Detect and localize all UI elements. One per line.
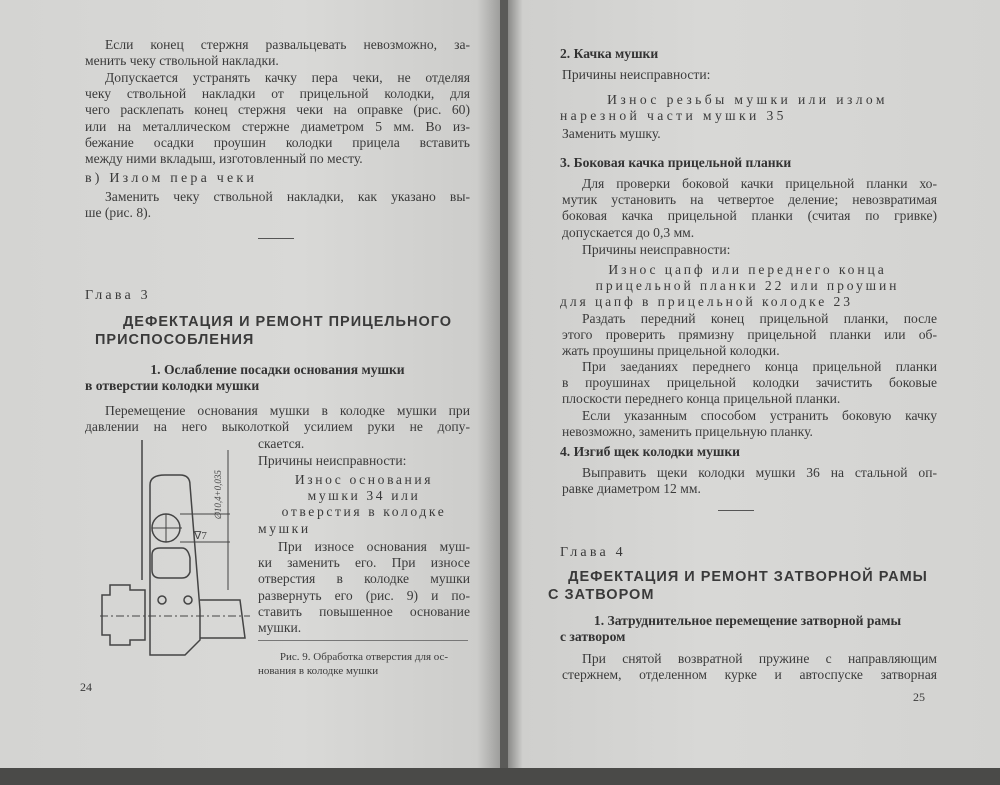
dimension-label: ∅10,4+0,035 [213, 470, 223, 520]
paragraph [258, 539, 470, 636]
paragraph [562, 126, 862, 142]
text-line: Износ основания [294, 472, 434, 487]
text-line: бежание осадки проушин колодки прицела вставить [85, 134, 470, 150]
text-line: отверстия в колодке мушки [258, 571, 470, 587]
text-line: ше (рис. 8). [85, 205, 152, 221]
text-line: плоскости переднего конца прицельной планки. [562, 391, 841, 407]
text-line: Заменить мушку. [562, 126, 661, 141]
caption-divider [258, 640, 468, 641]
text-line: этого проверить прямизну прицельной планки или об- [562, 327, 937, 343]
section-title [560, 444, 935, 460]
text-line: с затвором [560, 629, 626, 645]
causes-label [562, 67, 862, 83]
text-line: Если указанным способом устранить боковую качку [582, 408, 937, 423]
chapter-label [85, 288, 470, 304]
page-number: 24 [80, 680, 92, 694]
text-line: Износ цапф или переднего конца [608, 262, 887, 277]
chapter-label [560, 545, 935, 561]
causes-label [562, 242, 937, 258]
text-line: мушки 34 или [307, 488, 421, 504]
paragraph [85, 403, 470, 435]
text-line: давлении на него выколоткой усилием руки не допу- [85, 419, 470, 435]
text-line: или на металлическом стержне диаметром 5 мм. Во из- [85, 118, 470, 134]
text-line: развернуть его (рис. 9) и по- [258, 587, 470, 603]
text-line: мушки. [258, 620, 302, 636]
left-page [0, 0, 502, 770]
figure-caption [258, 650, 470, 678]
text-line: отверстия в колодке [281, 504, 447, 520]
text-line: ДЕФЕКТАЦИЯ И РЕМОНТ ЗАТВОРНОЙ РАМЫ [568, 569, 928, 585]
text-line: в) Излом пера чеки [85, 171, 258, 186]
cause-text [560, 92, 935, 124]
paragraph [562, 651, 937, 683]
text-line: При заеданиях переднего конца прицельной планки [582, 359, 937, 374]
text-line: между ними вкладыш, изготовленный по месту. [85, 151, 363, 167]
cause-text [258, 472, 470, 537]
text-line: чеку ствольной накладки от прицельной колодки, для [85, 86, 470, 102]
text-line: мушки [258, 520, 311, 536]
text-line: С ЗАТВОРОМ [548, 587, 655, 603]
text-line: При износе основания муш- [278, 539, 470, 554]
text-line: менить чеку ствольной накладки. [85, 53, 279, 69]
text-line: чего расклепать конец стержня чеки на оправке (рис. 60) [85, 102, 470, 118]
text-line: ДЕФЕКТАЦИЯ И РЕМОНТ ПРИЦЕЛЬНОГО [122, 314, 453, 330]
text-line: мутик установить на четвертое деление; невозвратимая [562, 192, 937, 208]
causes-label [258, 453, 468, 469]
text-line: ПРИСПОСОБЛЕНИЯ [95, 332, 255, 348]
text-line: Причины неисправности: [562, 67, 711, 82]
section-title [560, 155, 935, 171]
text-line: 2. Качка мушки [560, 46, 659, 61]
text-line: скается. [258, 436, 305, 451]
chapter-title [548, 568, 948, 604]
text-line: допускается до 0,3 мм. [562, 224, 695, 240]
text-line: ставить повышенное основание [258, 603, 470, 619]
text-line: Для проверки боковой качки прицельной планки хо- [582, 176, 937, 191]
roughness-label: ∇7 [194, 530, 207, 542]
text-line: Допускается устранять качку пера чеки, не отделяя [105, 70, 470, 85]
text-line: прицельной планки 22 или проушин [595, 278, 900, 294]
paragraph [85, 37, 470, 69]
text-line: Если конец стержня развальцевать невозможно, за- [105, 37, 470, 52]
text-line: Глава 4 [560, 545, 626, 560]
divider [258, 238, 294, 239]
section-title [560, 613, 935, 645]
paragraph [562, 176, 937, 241]
section-title [85, 362, 470, 394]
text-line: невозможно, заменить прицельную планку. [562, 424, 813, 440]
figure-9-drawing [90, 440, 260, 670]
paragraph [562, 359, 937, 408]
text-line: Заменить чеку ствольной накладки, как указано вы- [105, 189, 470, 204]
text-line: стержнем, отделенном курке и автоспуске затворная [562, 667, 937, 683]
text-line: в проушинах прицельной колодки зачистить боковые [562, 375, 937, 391]
text-line: Раздать передний конец прицельной планки, после [582, 311, 937, 326]
paragraph [85, 189, 470, 221]
text-line: При снятой возвратной пружине с направляющим [582, 651, 937, 666]
text-line: 4. Изгиб щек колодки мушки [560, 444, 741, 459]
text-line: боковая качка прицельной планки (считая по гривке) [562, 208, 937, 224]
paragraph [562, 465, 937, 497]
divider [718, 510, 754, 511]
right-page [508, 0, 1000, 770]
scan-edge [0, 768, 1000, 785]
text-line: ки заменить его. При износе [258, 555, 470, 571]
section-title [560, 46, 935, 62]
text-line: Рис. 9. Обработка отверстия для ос- [279, 651, 449, 663]
text-line: нования в колодке мушки [258, 665, 379, 677]
text-line: Выправить щеки колодки мушки 36 на стальной оп- [582, 465, 937, 480]
text-line: жать проушины прицельной колодки. [562, 343, 780, 359]
text-line: Износ резьбы мушки или излом [607, 92, 888, 107]
text-line: в отверстии колодки мушки [85, 378, 260, 394]
text-line: нарезной части мушки 35 [560, 108, 787, 124]
text-line: Причины неисправности: [258, 453, 407, 468]
paragraph [562, 408, 937, 440]
cause-text [560, 262, 935, 311]
text-line: равке диаметром 12 мм. [562, 481, 701, 497]
paragraph [85, 70, 470, 167]
text-line: для цапф в прицельной колодке 23 [560, 294, 853, 310]
chapter-title [95, 313, 480, 349]
text-line: 3. Боковая качка прицельной планки [560, 155, 792, 170]
text-line: Перемещение основания мушки в колодке мушки при [105, 403, 470, 418]
paragraph-end [258, 436, 358, 452]
paragraph [562, 311, 937, 360]
text-line: Причины неисправности: [582, 242, 731, 257]
subsection-heading [85, 171, 470, 187]
text-line: 1. Затруднительное перемещение затворной рамы [593, 613, 902, 628]
text-line: Глава 3 [85, 288, 151, 303]
text-line: 1. Ослабление посадки основания мушки [150, 362, 405, 377]
page-number: 25 [913, 690, 925, 704]
